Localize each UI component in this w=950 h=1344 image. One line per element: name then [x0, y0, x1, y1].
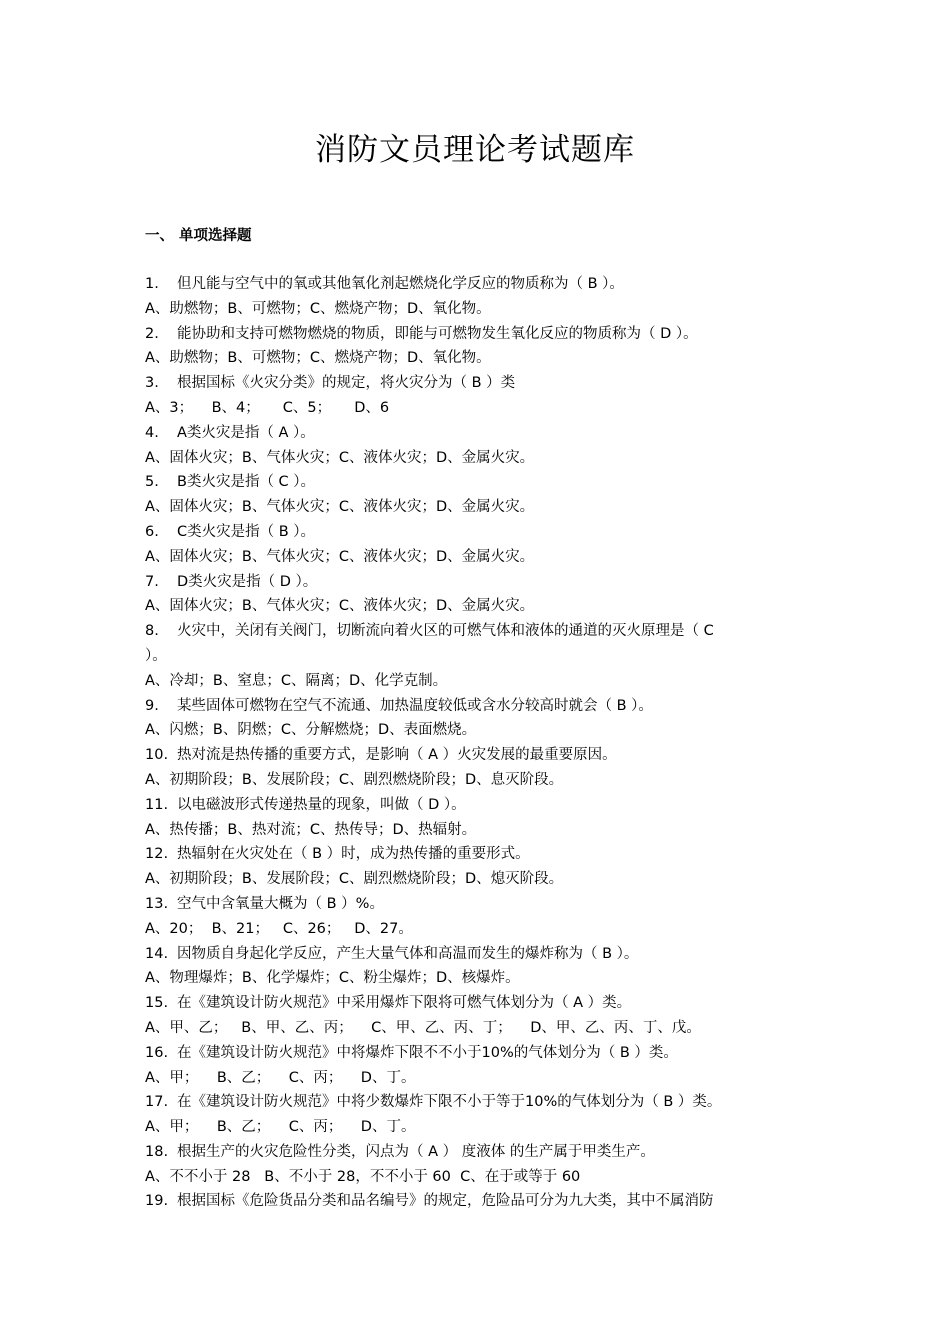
answer-options: A、初期阶段；B、发展阶段；C、剧烈燃烧阶段；D、熄灭阶段。 [145, 871, 564, 888]
question-item [145, 421, 810, 446]
question-number: 5. [145, 474, 159, 491]
question-number: 8. [145, 623, 159, 640]
question-item [145, 371, 810, 396]
answer-options: A、甲、乙； B、甲、乙、丙； C、甲、乙、丙、丁； D、甲、乙、丙、丁、戊。 [145, 1019, 701, 1036]
question-item [145, 470, 810, 495]
question-number: 4. [145, 424, 159, 441]
question-item [145, 272, 810, 297]
question-number: 17. [145, 1094, 169, 1111]
answer-options: A、物理爆炸；B、化学爆炸；C、粉尘爆炸；D、核爆炸。 [145, 970, 520, 987]
question-number: 13. [145, 895, 169, 912]
question-number: 6. [145, 523, 159, 540]
question-text: 根据国标《火灾分类》的规定，将火灾分为（ B ）类 [177, 375, 516, 392]
question-number: 9. [145, 697, 159, 714]
answer-options: A、甲； B、乙； C、丙； D、丁。 [145, 1119, 416, 1136]
answer-options: A、固体火灾；B、气体火灾；C、液体火灾；D、金属火灾。 [145, 449, 535, 466]
question-item [145, 619, 810, 644]
question-text: 空气中含氧量大概为（ B ）%。 [177, 895, 384, 912]
question-item [145, 1189, 810, 1214]
question-text: 某些固体可燃物在空气不流通、加热温度较低或含水分较高时就会（ B ）。 [177, 697, 653, 714]
question-number: 16. [145, 1044, 169, 1061]
answer-options: A、助燃物；B、可燃物；C、燃烧产物；D、氧化物。 [145, 300, 491, 317]
answer-options: A、固体火灾；B、气体火灾；C、液体火灾；D、金属火灾。 [145, 548, 535, 565]
section-heading: 一、 单项选择题 [145, 228, 252, 244]
question-item [145, 322, 810, 347]
question-text: 热对流是热传播的重要方式，是影响（ A ）火灾发展的最重要原因。 [177, 747, 617, 764]
question-number: 18. [145, 1143, 169, 1160]
question-item [145, 991, 810, 1016]
question-text: 但凡能与空气中的氧或其他氧化剂起燃烧化学反应的物质称为（ B ）。 [177, 276, 624, 292]
question-item [145, 1090, 810, 1115]
answer-options: A、3； B、4； C、5； D、6 [145, 399, 390, 416]
question-text: 在《建筑设计防火规范》中将爆炸下限不不小于10%的气体划分为（ B ）类。 [177, 1044, 678, 1061]
question-list [145, 272, 810, 1214]
question-item [145, 842, 810, 867]
question-number: 11. [145, 796, 169, 813]
answer-options: A、不不小于 28 B、不小于 28，不不小于 60 C、在于或等于 60 [145, 1168, 581, 1185]
answer-options: A、冷却；B、窒息；C、隔离；D、化学克制。 [145, 672, 448, 689]
question-text: 在《建筑设计防火规范》中采用爆炸下限将可燃气体划分为（ A ）类。 [177, 995, 632, 1012]
question-text: 火灾中，关闭有关阀门，切断流向着火区的可燃气体和液体的通道的灭火原理是（ C [177, 623, 714, 640]
question-text: 根据国标《危险货品分类和品名编号》的规定，危险品可分为九大类，其中不属消防 [177, 1193, 714, 1210]
question-number: 15. [145, 995, 169, 1012]
question-number: 10. [145, 747, 169, 764]
question-text: 热辐射在火灾处在（ B ）时，成为热传播的重要形式。 [177, 846, 530, 863]
question-number: 19. [145, 1193, 169, 1210]
question-text: 能协助和支持可燃物燃烧的物质，即能与可燃物发生氧化反应的物质称为（ D ）。 [177, 325, 698, 342]
question-number: 12. [145, 846, 169, 863]
question-text: 以电磁波形式传递热量的现象，叫做（ D ）。 [177, 796, 466, 813]
answer-options: A、甲； B、乙； C、丙； D、丁。 [145, 1069, 416, 1086]
answer-options: A、助燃物；B、可燃物；C、燃烧产物；D、氧化物。 [145, 350, 491, 367]
question-text: B类火灾是指（ C ）。 [177, 474, 316, 491]
question-number: 7. [145, 573, 159, 590]
question-text: C类火灾是指（ B ）。 [177, 523, 316, 540]
answer-options: A、固体火灾；B、气体火灾；C、液体火灾；D、金属火灾。 [145, 598, 535, 615]
question-item [145, 694, 810, 719]
question-item [145, 520, 810, 545]
question-item [145, 793, 810, 818]
answer-options: A、热传播；B、热对流；C、热传导；D、热辐射。 [145, 821, 477, 838]
question-number: 1. [145, 276, 159, 292]
answer-options: A、闪燃；B、阴燃；C、分解燃烧；D、表面燃烧。 [145, 722, 477, 739]
question-number: 3. [145, 375, 159, 392]
question-text: 因物质自身起化学反应，产生大量气体和高温而发生的爆炸称为（ B ）。 [177, 945, 639, 962]
question-item [145, 743, 810, 768]
document-title: 消防文员理论考试题库 [315, 132, 635, 168]
question-item [145, 942, 810, 967]
question-item [145, 1140, 810, 1165]
question-text: 在《建筑设计防火规范》中将少数爆炸下限不小于等于10%的气体划分为（ B ）类。 [177, 1094, 722, 1111]
question-number: 14. [145, 945, 169, 962]
question-item [145, 570, 810, 595]
answer-options: A、固体火灾；B、气体火灾；C、液体火灾；D、金属火灾。 [145, 499, 535, 516]
question-item [145, 1041, 810, 1066]
question-item [145, 892, 810, 917]
question-text-continuation: ）。 [145, 647, 167, 664]
question-text: 根据生产的火灾危险性分类，闪点为（ A ） 度液体 的生产属于甲类生产。 [177, 1143, 655, 1160]
question-number: 2. [145, 325, 159, 342]
answer-options: A、初期阶段；B、发展阶段；C、剧烈燃烧阶段；D、息灭阶段。 [145, 771, 564, 788]
question-text: D类火灾是指（ D ）。 [177, 573, 318, 590]
answer-options: A、20； B、21； C、26； D、27。 [145, 920, 413, 937]
question-text: A类火灾是指（ A ）。 [177, 424, 315, 441]
